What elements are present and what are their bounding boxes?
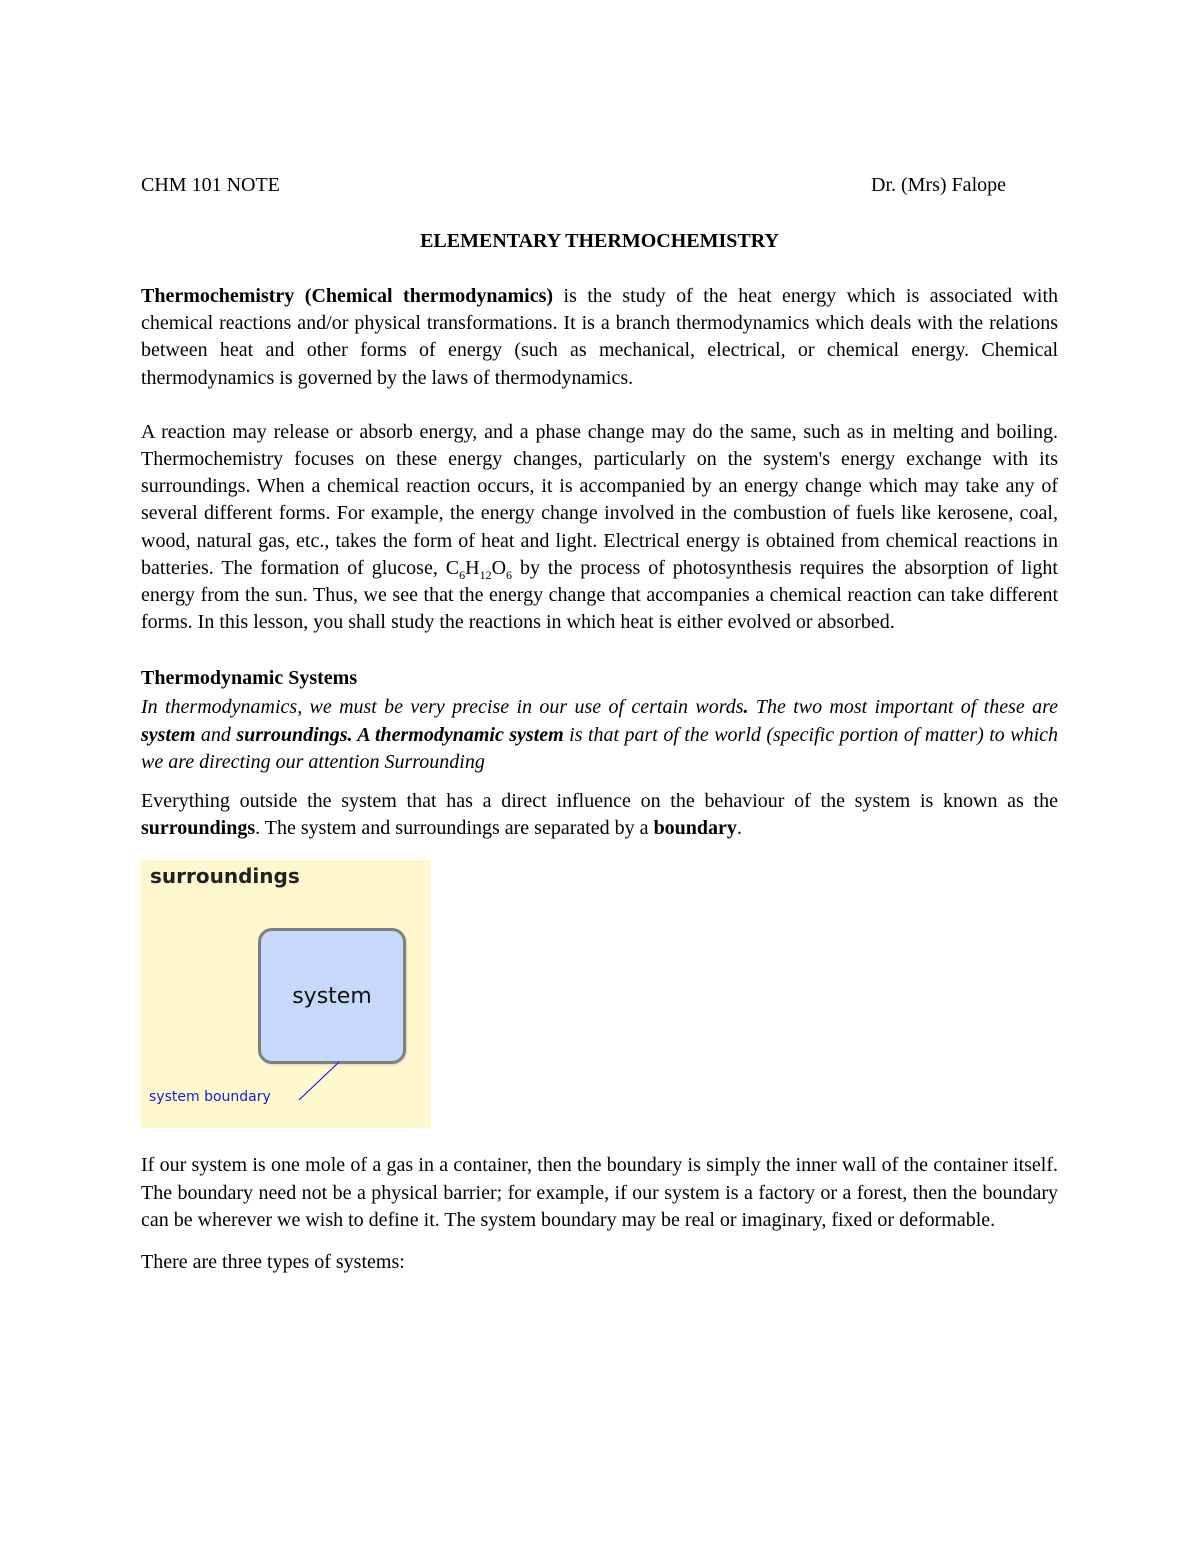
term-system: system — [141, 723, 196, 746]
energy-text-before: A reaction may release or absorb energy, and a phase change may do the same, such as in melting and boiling. Thermochemistry focuses on these energy changes, particularly on the system's energy exchange with its surroundings. When a chemical reaction occurs, it is accompanied by an energy change which may take any of several different forms. For example, the energy change involved in the combustion of fuels like kerosene, coal, wood, natural gas, etc., takes the form of heat and light. Electrical energy is obtained from chemical reactions in batteries. The formation of glucose, — [141, 420, 1058, 579]
term-thermodynamic-system: thermodynamic system — [374, 723, 564, 746]
surroundings-label: surroundings — [150, 864, 300, 889]
boundary-pointer-line — [141, 860, 431, 1128]
term-surroundings-bold: surroundings — [141, 817, 256, 840]
boundary-paragraph: If our system is one mole of a gas in a container, then the boundary is simply the inner wall of the container itself. The boundary need not be a physical barrier; for example, if our system is a factory or a forest, then the boundary can be wherever we wish to define it. The system boundary may be real or imaginary, fixed or deformable. — [141, 1154, 1058, 1231]
intro-paragraph — [141, 283, 1058, 392]
intro-text: is the study of the heat energy which is associated with chemical reactions and/or physical transformations. It is a branch thermodynamics which deals with the relations between heat and other forms of energy (such as mechanical, electrical, or chemical energy. Chemical thermodynamics is governed by the laws of thermodynamics. — [141, 285, 1059, 389]
term-surroundings: surroundings — [236, 723, 348, 746]
types-intro-paragraph: There are three types of systems: — [141, 1251, 405, 1274]
author-name: Dr. (Mrs) Falope — [871, 174, 1006, 196]
system-surroundings-figure — [141, 860, 431, 1128]
page-header — [141, 170, 1058, 200]
term-boundary: boundary — [653, 817, 737, 840]
document-page — [141, 170, 1058, 1276]
section-heading: Thermodynamic Systems — [141, 667, 358, 690]
surroundings-paragraph: Everything outside the system that has a direct influence on the behaviour of the system is known as the surroundings. The system and surroundings are separated by a boundary. — [141, 790, 1058, 840]
glucose-formula: $C_6H_{12}O_6$ — [445, 556, 513, 582]
definition-paragraph: In thermodynamics, we must be very precise in our use of certain words. The two most important of these are system and surroundings. A thermodynamic system is that part of the world (specific portion of matter) to which we are directing our attention Surrounding — [141, 696, 1059, 773]
document-title: ELEMENTARY THERMOCHEMISTRY — [420, 230, 779, 252]
system-label: system — [292, 983, 372, 1009]
intro-bold-term: Thermochemistry (Chemical thermodynamics) — [141, 285, 554, 307]
course-code: CHM 101 NOTE — [141, 174, 280, 196]
system-boundary-label: system boundary — [149, 1089, 271, 1106]
energy-text-after: by the process of photosynthesis requires the absorption of light energy from the sun. Thus, we see that the energy change that accompanies a chemical reaction can take different forms. In this lesson, you shall study the reactions in which heat is either evolved or absorbed. — [141, 556, 1058, 634]
energy-paragraph — [141, 419, 1058, 637]
